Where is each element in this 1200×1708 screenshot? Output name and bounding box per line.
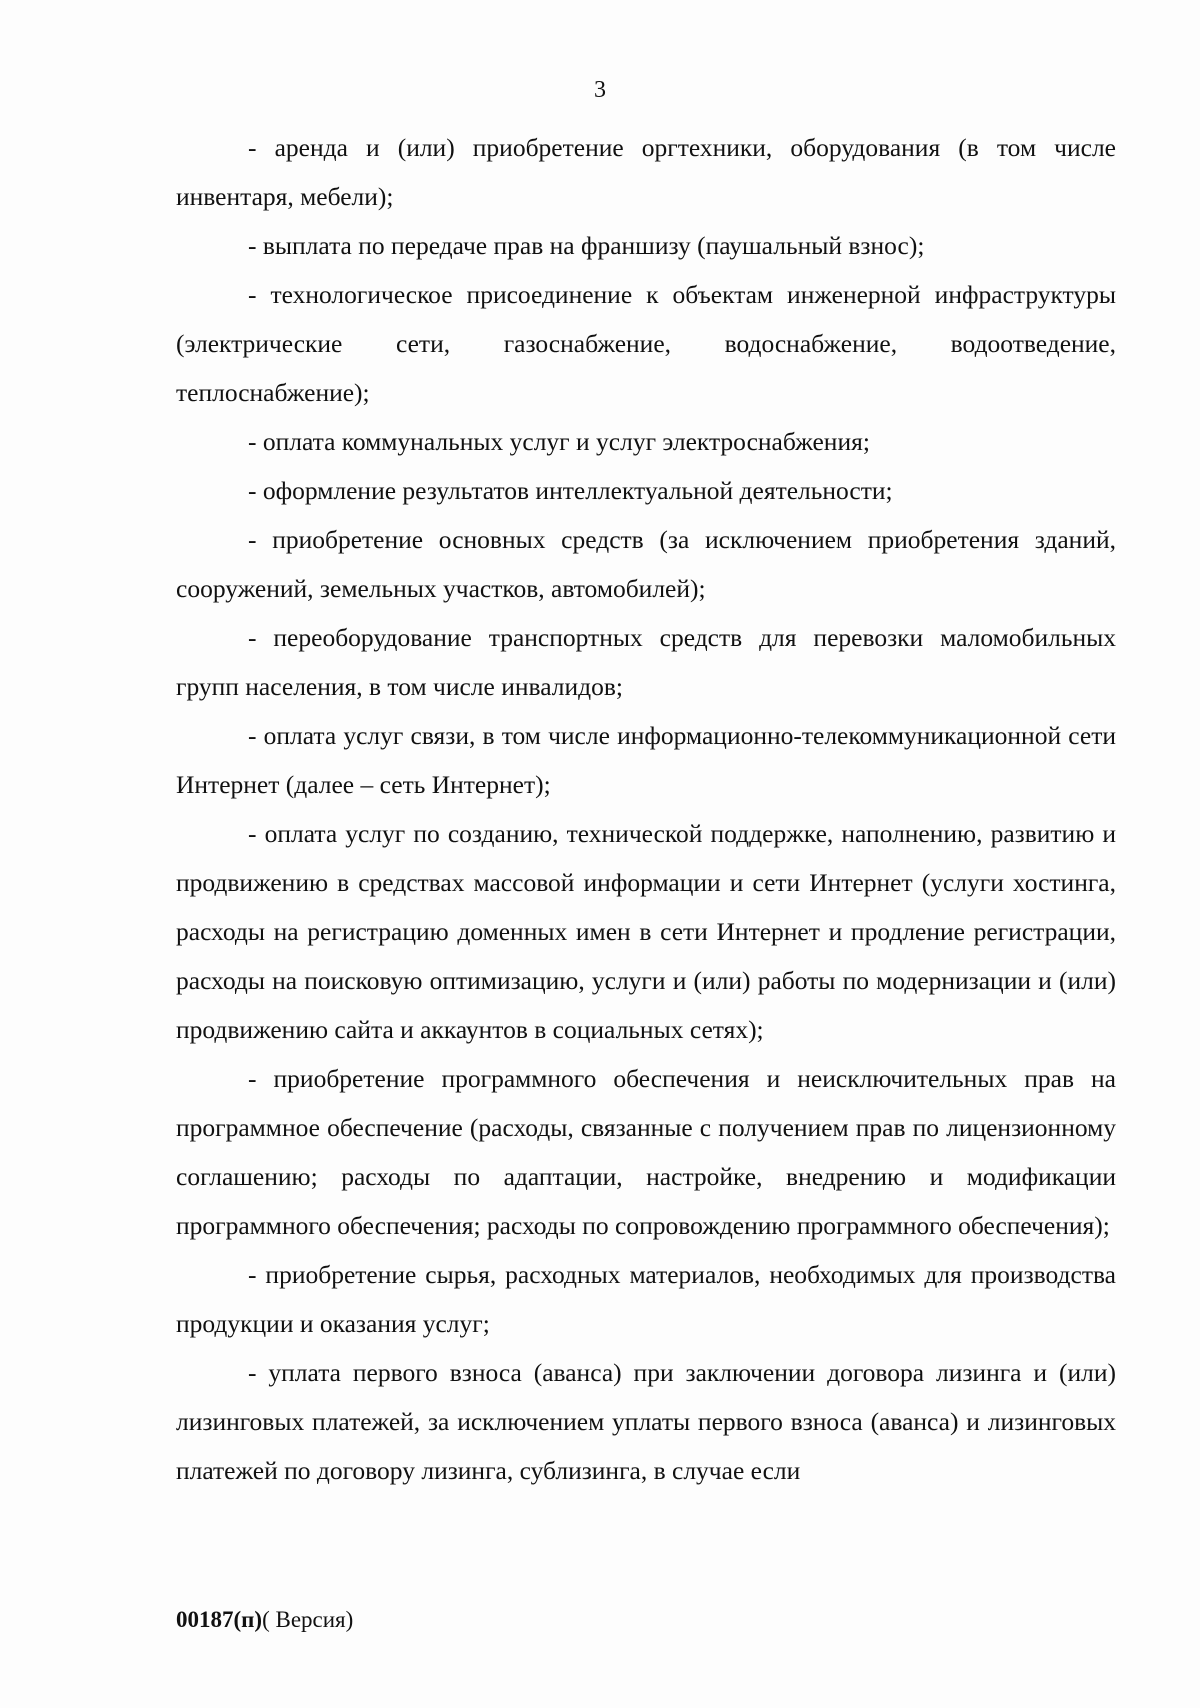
list-item: - выплата по передаче прав на франшизу (паушальный взнос); [248, 231, 925, 260]
list-item: - приобретение сырья, расходных материалов, необходимых для производства продукции и оказания услуг; [176, 1260, 1116, 1338]
list-item: - аренда и (или) приобретение оргтехники, оборудования (в том числе инвентаря, мебели); [176, 133, 1116, 211]
list-item: - оплата коммунальных услуг и услуг электроснабжения; [248, 427, 870, 456]
list-item: - приобретение основных средств (за исключением приобретения зданий, сооружений, земельных участков, автомобилей); [176, 525, 1116, 603]
list-item: - приобретение программного обеспечения и неисключительных прав на программное обеспечение (расходы, связанные с получением прав по лицензионному соглашению; расходы по адаптации, настройке, внедрению и модификации программного обеспечения; расходы по сопровождению программного обеспечения); [176, 1064, 1116, 1240]
list-item: - технологическое присоединение к объектам инженерной инфраструктуры (электрические сети, газоснабжение, водоснабжение, водоотведение, теплоснабжение); [176, 280, 1116, 407]
list-item: - переоборудование транспортных средств для перевозки маломобильных групп населения, в том числе инвалидов; [176, 623, 1116, 701]
list-item: - уплата первого взноса (аванса) при заключении договора лизинга и (или) лизинговых платежей, за исключением уплаты первого взноса (аванса) и лизинговых платежей по договору лизинга, сублизинга, в случае если [176, 1358, 1116, 1485]
document-body [176, 123, 1116, 1495]
list-item: - оплата услуг по созданию, технической поддержке, наполнению, развитию и продвижению в средствах массовой информации и сети Интернет (услуги хостинга, расходы на регистрацию доменных имен в сети Интернет и продление регистрации, расходы на поисковую оптимизацию, услуги и (или) работы по модернизации и (или) продвижению сайта и аккаунтов в социальных сетях); [176, 819, 1116, 1044]
list-item: - оплата услуг связи, в том числе информационно-телекоммуникационной сети Интернет (далее – сеть Интернет); [176, 721, 1116, 799]
list-item: - оформление результатов интеллектуальной деятельности; [248, 476, 893, 505]
document-footer [176, 1606, 353, 1634]
document-version: ( Версия) [262, 1607, 354, 1632]
document-code: 00187(п) [176, 1607, 263, 1632]
page-number: 3 [594, 77, 606, 103]
